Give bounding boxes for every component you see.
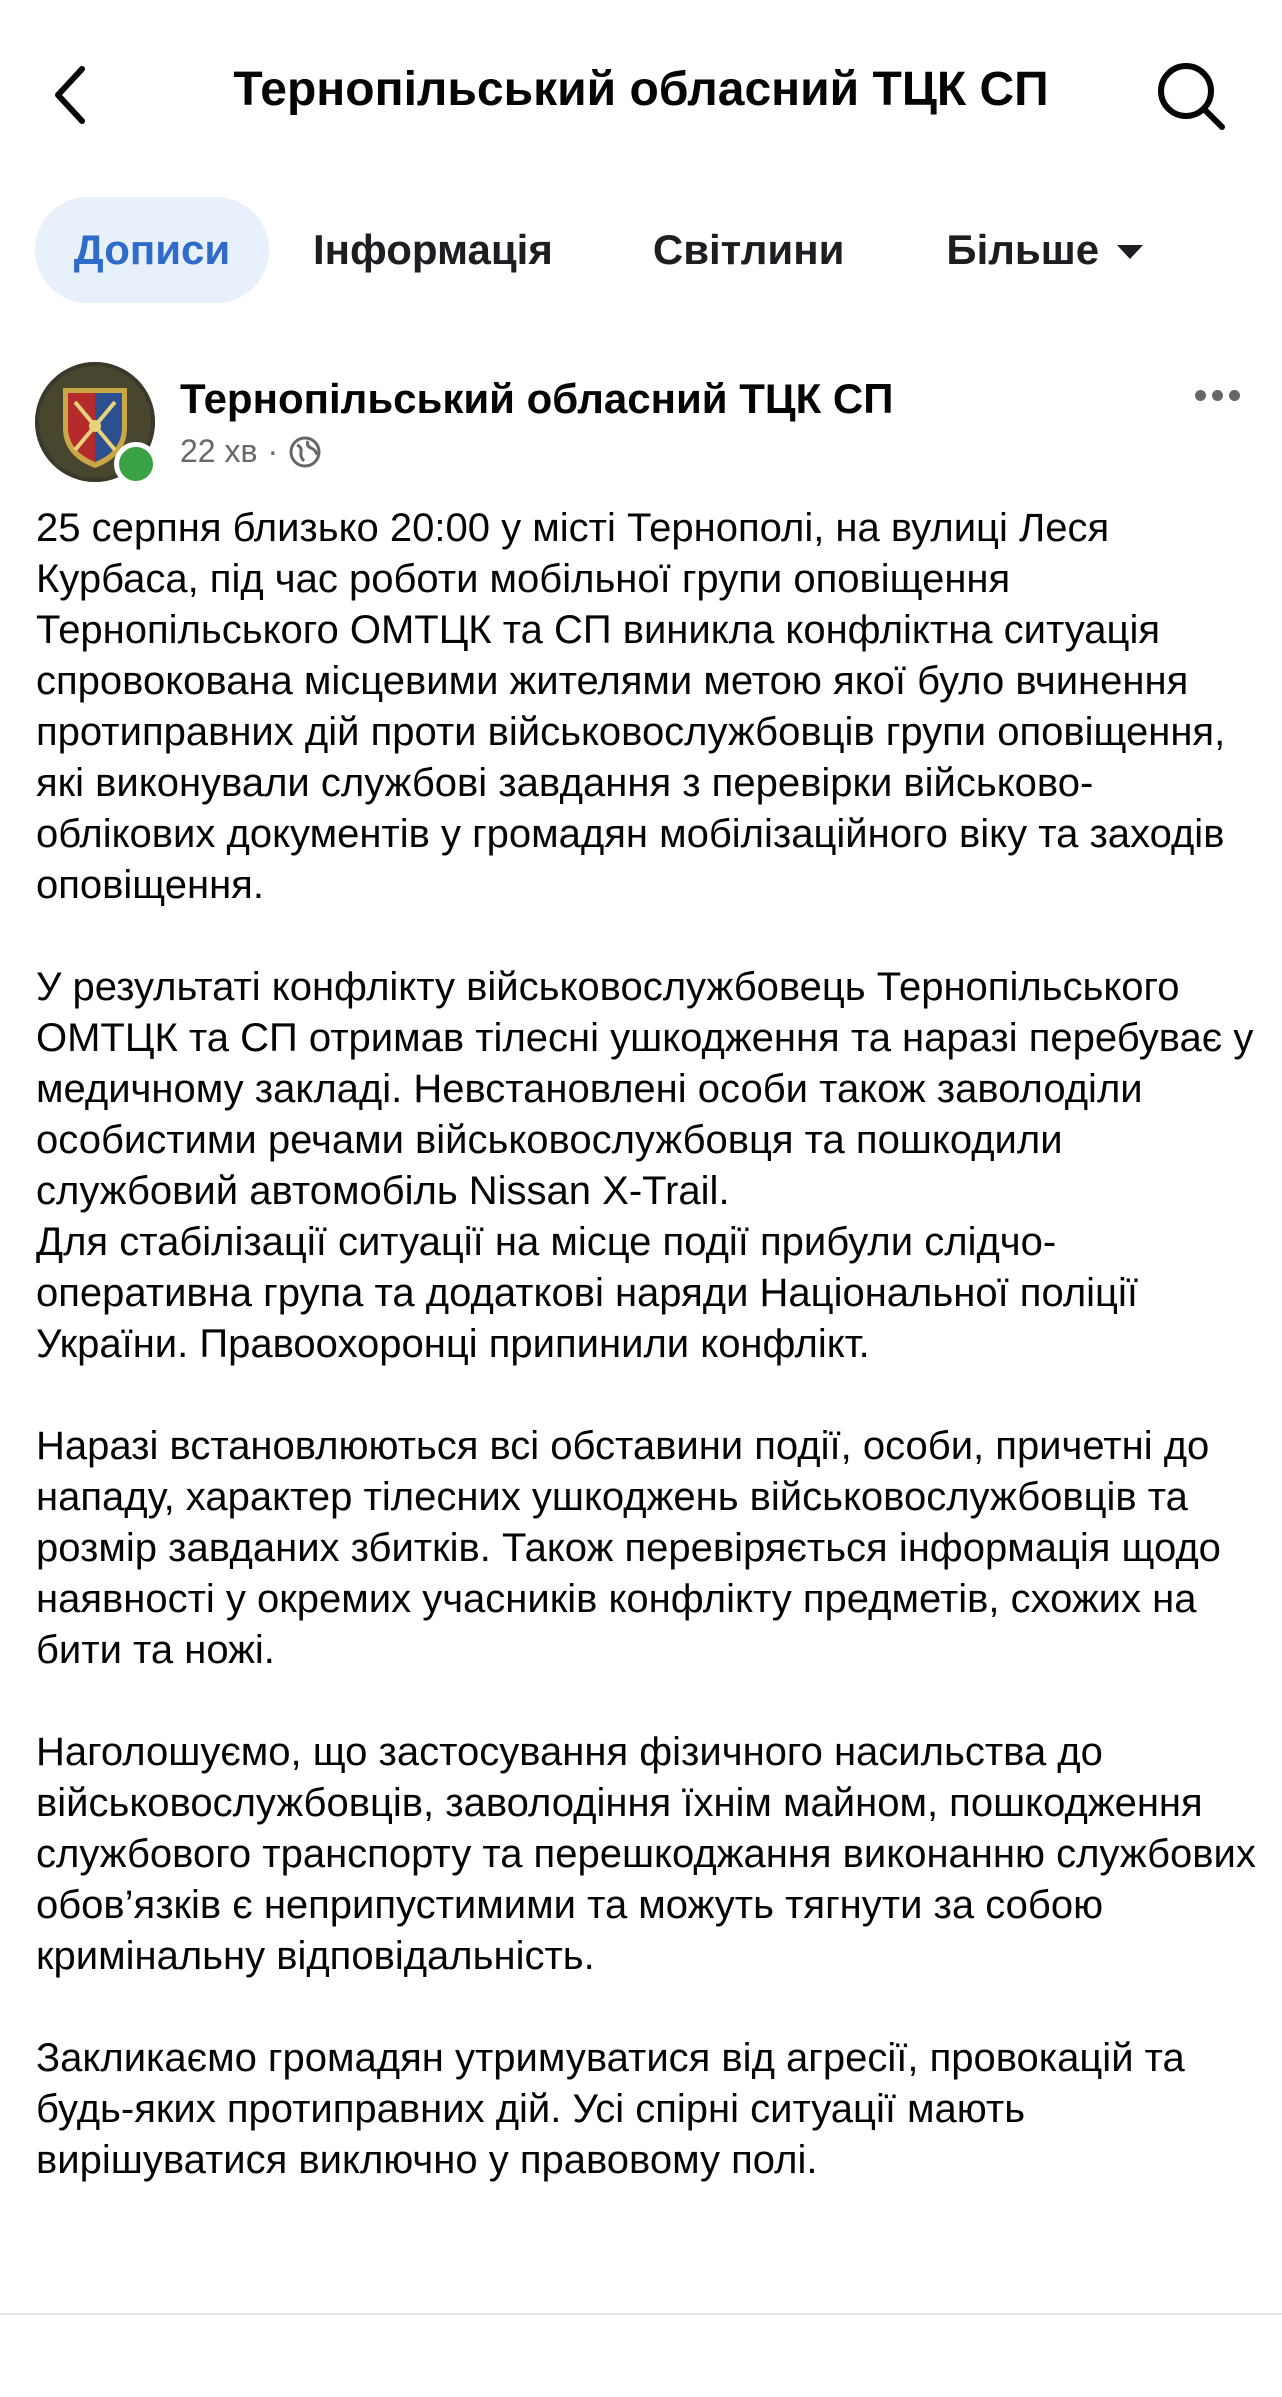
post-meta bbox=[180, 433, 322, 470]
search-button[interactable] bbox=[1147, 52, 1237, 142]
post-time[interactable]: 22 хв bbox=[180, 433, 258, 469]
post-paragraph: Наголошуємо, що застосування фізичного насильства до військовослужбовців, заволодіння їхнім майном, пошкодження службового транспорту та перешкоджання виконанню службових обов’язків є неприпустимими та можуть тягнути за собою кримінальну відповідальність. bbox=[36, 1730, 1256, 1978]
globe-icon bbox=[288, 435, 322, 469]
post-more-button[interactable] bbox=[1182, 370, 1252, 420]
divider bbox=[0, 2313, 1282, 2315]
tab-posts-label: Дописи bbox=[73, 226, 231, 273]
chevron-left-icon bbox=[50, 63, 90, 127]
tab-information-label: Інформація bbox=[313, 226, 553, 273]
online-status-dot bbox=[114, 442, 158, 486]
post-paragraph: Наразі встановлюються всі обставини події, особи, причетні до нападу, характер тілесних ушкоджень військовослужбовців та розмір завданих збитків. Також перевіряється інформація щодо наявності у окремих учасників конфлікту предметів, схожих на бити та ножі. bbox=[36, 1424, 1221, 1672]
meta-separator: · bbox=[267, 433, 279, 469]
more-dot bbox=[1229, 390, 1240, 401]
post-text bbox=[36, 503, 1266, 2186]
post-paragraph bbox=[36, 962, 1266, 1370]
caret-down-icon bbox=[1117, 245, 1143, 259]
page-title: Тернопільський обласний ТЦК СП bbox=[233, 63, 1049, 116]
post-paragraph: 25 серпня близько 20:00 у місті Тернополі, на вулиці Леся Курбаса, під час роботи мобільної групи оповіщення Тернопільського ОМТЦК та СП виникла конфліктна ситуація спровокована місцевими жителями метою якої було вчинення протиправних дій проти військовослужбовців групи оповіщення, які виконували службові завдання з перевірки військово-облікових документів у громадян мобілізаційного віку та заходів оповіщення. bbox=[36, 506, 1226, 907]
back-button[interactable] bbox=[40, 55, 100, 135]
tab-photos-label: Світлини bbox=[652, 226, 845, 273]
search-icon bbox=[1156, 61, 1228, 133]
tab-information[interactable] bbox=[313, 197, 553, 303]
profile-tabs bbox=[35, 195, 1143, 305]
tab-posts[interactable] bbox=[35, 197, 269, 303]
post-author[interactable]: Тернопільський обласний ТЦК СП bbox=[180, 375, 894, 422]
tab-more-label: Більше bbox=[946, 226, 1100, 273]
more-dot bbox=[1195, 390, 1206, 401]
post-paragraph-line: Для стабілізації ситуації на місце події прибули слідчо-оперативна група та додаткові наряди Національної поліції України. Правоохоронці припинили конфлікт. bbox=[36, 1220, 1138, 1366]
post-paragraph-line: У результаті конфлікту військовослужбовець Тернопільського ОМТЦК та СП отримав тілесні ушкодження та наразі перебуває у медичному закладі. Невстановлені особи також заволоділи особистими речами військовослужбовця та пошкодили службовий автомобіль Nissan X-Trail. bbox=[36, 965, 1254, 1213]
tab-photos[interactable] bbox=[653, 197, 845, 303]
tab-more[interactable] bbox=[946, 197, 1143, 303]
more-dot bbox=[1212, 390, 1223, 401]
top-bar bbox=[0, 0, 1282, 190]
post-paragraph: Закликаємо громадян утримуватися від агресії, провокацій та будь-яких протиправних дій. Усі спірні ситуації мають вирішуватися виключно у правовому полі. bbox=[36, 2036, 1185, 2182]
